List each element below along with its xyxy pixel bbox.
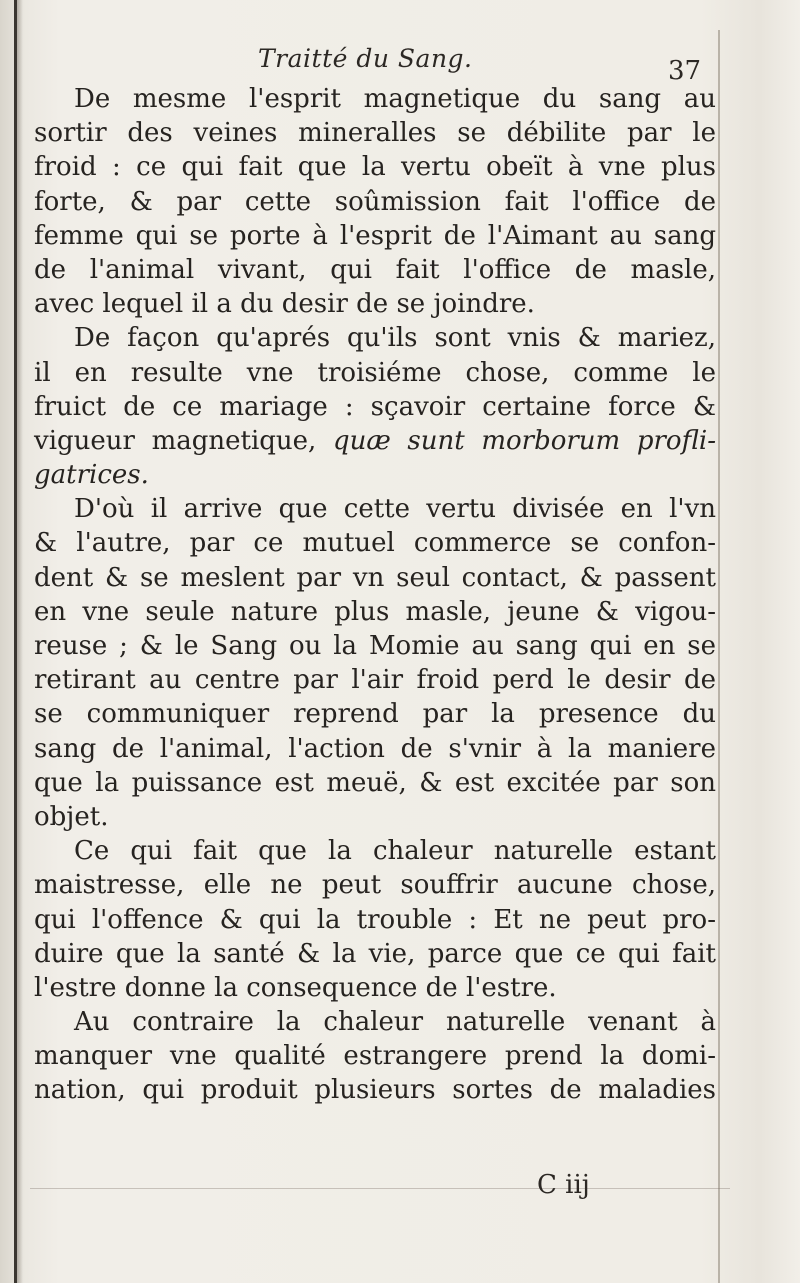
text-line: sang de l'animal, l'action de s'vnir à la maniere xyxy=(34,733,716,764)
page-number: 37 xyxy=(668,56,702,86)
text-line: froid : ce qui fait que la vertu obeït à vne plus xyxy=(34,152,716,183)
text-line: maistresse, elle ne peut souffrir aucune chose, xyxy=(34,870,716,901)
text-line: femme qui se porte à l'esprit de l'Aimant au sang xyxy=(34,220,716,251)
text-line: De façon qu'aprés qu'ils sont vnis & mariez, xyxy=(74,323,716,354)
text-line: il en resulte vne troisiéme chose, comme le xyxy=(34,357,716,388)
text-line: qui l'offence & qui la trouble : Et ne peut pro- xyxy=(34,904,716,935)
text-line: en vne seule nature plus masle, jeune & vigou- xyxy=(34,596,716,627)
text-line: sortir des veines mineralles se débilite par le xyxy=(34,118,716,149)
page-edge-line xyxy=(718,30,720,1283)
signature-mark: C iij xyxy=(537,1170,590,1200)
text-line: D'où il arrive que cette vertu divisée en l'vn xyxy=(74,494,716,525)
text-line: se communiquer reprend par la presence du xyxy=(34,699,716,730)
running-title: Traitté du Sang. xyxy=(258,44,473,73)
text-line: que la puissance est meuë, & est excitée par son xyxy=(34,767,716,798)
text-line: avec lequel il a du desir de se joindre. xyxy=(34,289,535,320)
text-line: reuse ; & le Sang ou la Momie au sang qui en se xyxy=(34,631,716,661)
text-line: manquer vne qualité estrangere prend la domi- xyxy=(34,1041,716,1072)
text-line: & l'autre, par ce mutuel commerce se confon- xyxy=(34,528,716,559)
text-line: retirant au centre par l'air froid perd le desir de xyxy=(34,665,716,696)
text-line-mixed xyxy=(34,424,716,458)
text-line: Ce qui fait que la chaleur naturelle estant xyxy=(74,836,716,867)
text-line: Au contraire la chaleur naturelle venant à xyxy=(74,1007,716,1038)
text-segment: vigueur magnetique, xyxy=(34,425,317,456)
gutter-shadow xyxy=(17,0,23,1283)
text-line: fruict de ce mariage : sçavoir certaine force & xyxy=(34,391,716,422)
text-line: gatrices. xyxy=(34,460,149,491)
text-line: de l'animal vivant, qui fait l'office de masle, xyxy=(34,254,716,285)
text-line: duire que la santé & la vie, parce que ce qui fait xyxy=(34,938,716,969)
body-text xyxy=(34,82,716,1108)
page-footer xyxy=(0,1170,800,1210)
text-line: objet. xyxy=(34,801,109,832)
text-line: dent & se meslent par vn seul contact, & passent xyxy=(34,562,716,593)
text-line: forte, & par cette soûmission fait l'office de xyxy=(34,186,716,217)
text-line: l'estre donne la consequence de l'estre. xyxy=(34,972,557,1003)
latin-phrase: quæ sunt morborum profli- xyxy=(332,425,717,456)
text-line: nation, qui produit plusieurs sortes de maladies xyxy=(34,1075,716,1106)
text-line: De mesme l'esprit magnetique du sang au xyxy=(74,84,716,114)
